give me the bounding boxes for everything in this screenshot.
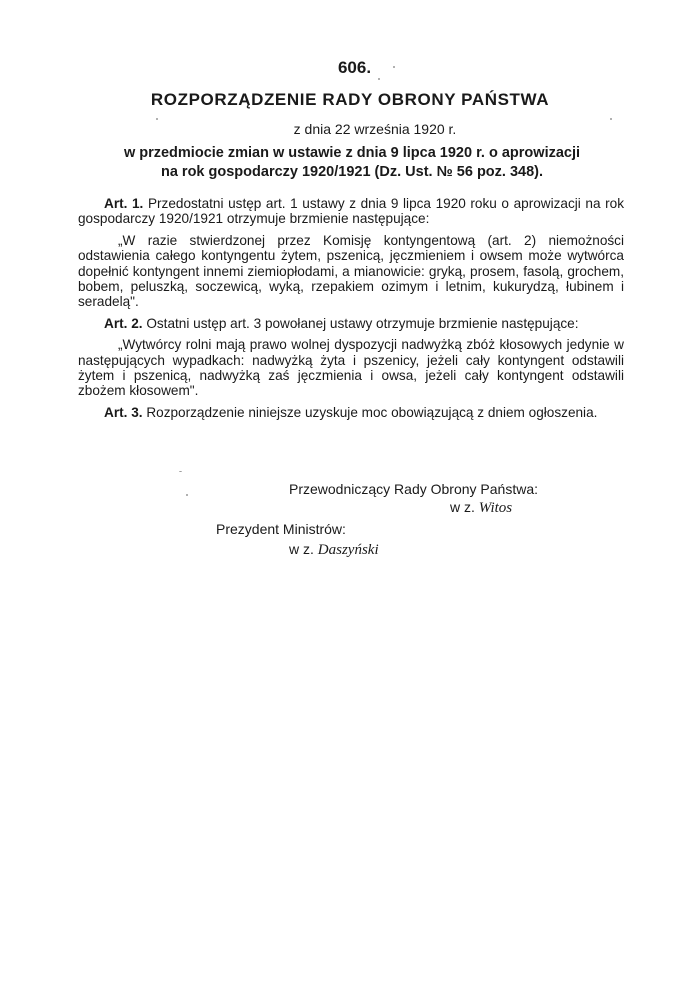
subject-heading — [78, 144, 626, 182]
scan-speck — [156, 118, 158, 120]
art1-quote: „W razie stwierdzonej przez Komisję kontyngentową (art. 2) niemożności odstawienia całego kontyngentu żytem, pszenicą, jęczmieniem i owsem może wytwórca dopełnić kontyngent innemi ziemiopłodami, a mianowicie: gryką, prosem, fasolą, grochem, bobem, peluszką, soczewicą, wyką, rzepakiem ozimym i letnim, kukurydzą, łubinem i seradelą". — [78, 232, 624, 310]
chair-name: Witos — [478, 500, 513, 516]
scan-speck — [393, 66, 395, 68]
date-line: z dnia 22 września 1920 r. — [293, 121, 457, 137]
subject-line-2: na rok gospodarczy 1920/1921 (Dz. Ust. № 56 poz. 348). — [160, 164, 544, 180]
pm-prefix: w z. — [289, 541, 314, 557]
chair-signature — [450, 499, 512, 517]
scan-speck — [378, 78, 380, 80]
document-title: ROZPORZĄDZENIE RADY OBRONY PAŃSTWA — [150, 90, 550, 109]
pm-title: Prezydent Ministrów: — [216, 521, 346, 537]
art1-label: Art. 1. — [104, 196, 144, 211]
document-body — [78, 196, 624, 426]
art3-label: Art. 3. — [104, 404, 143, 420]
art2-text: Ostatni ustęp art. 3 powołanej ustawy otrzymuje brzmienie następujące: — [146, 315, 579, 331]
chair-prefix: w z. — [450, 499, 475, 515]
art2-label: Art. 2. — [104, 315, 143, 331]
art3-paragraph — [78, 405, 624, 420]
pm-name: Daszyński — [317, 542, 379, 558]
chair-title: Przewodniczący Rady Obrony Państwa: — [289, 481, 538, 497]
art2-quote: „Wytwórcy rolni mają prawo wolnej dyspozycji nadwyżką zbóż kłosowych jedynie w następujących wypadkach: nadwyżką żyta i pszenicy, jeżeli cały kontyngent odstawili żytem i pszenicą, nadwyżką zaś jęczmienia i owsa, jeżeli cały kontyngent odstawili zbożem kłosowem". — [78, 337, 624, 399]
art2-paragraph — [78, 316, 624, 331]
art1-paragraph — [78, 196, 624, 227]
pm-signature — [289, 541, 379, 559]
art3-text: Rozporządzenie niniejsze uzyskuje moc obowiązującą z dniem ogłoszenia. — [146, 404, 598, 420]
page-number: 606. — [337, 58, 372, 77]
scan-speck — [186, 494, 188, 496]
scan-speck — [610, 118, 612, 120]
subject-line-1: w przedmiocie zmian w ustawie z dnia 9 lipca 1920 r. o aprowizacji — [123, 145, 581, 161]
scan-speck — [179, 471, 182, 472]
art1-text: Przedostatni ustęp art. 1 ustawy z dnia 9 lipca 1920 roku o aprowizacji na rok gospodarczy 1920/1921 otrzymuje brzmienie następujące: — [78, 196, 625, 227]
